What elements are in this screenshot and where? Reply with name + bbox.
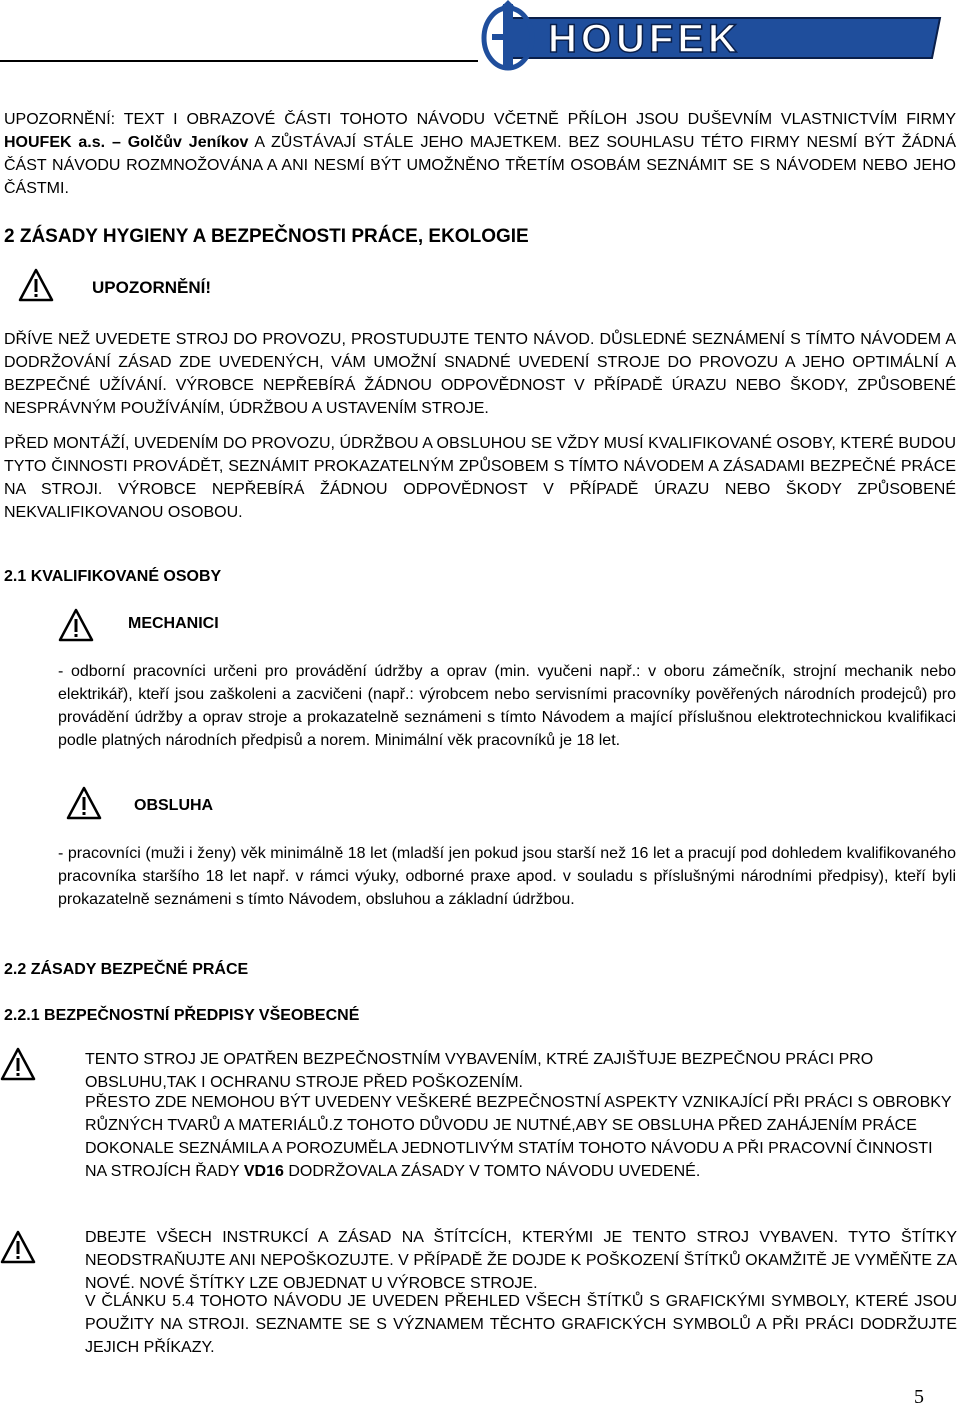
safety-block-1b-text-2: DODRŽOVALA ZÁSADY V TOMTO NÁVODU UVEDENÉ. (283, 1163, 701, 1180)
obsluha-text: - pracovníci (muži i ženy) věk minimálně 18 let (mladší jen pokud jsou starší než 16 let a pracují pod dohledem kvalifikovaného pracovníka staršího 18 let např. v rámci výuky, odborné praxe apod. v souladu s příslušnými národními předpisy), kteří byli prokazatelně seznámeni s tímto Návodem, obsluhou a základní údržbou. (58, 845, 956, 908)
safety-block-2b: V ČLÁNKU 5.4 TOHOTO NÁVODU JE UVEDEN PŘEHLED VŠECH ŠTÍTKŮ S GRAFICKÝMI SYMBOLY, KTERÉ JSOU POUŽITY NA STROJI. SEZNAMTE SE S VÝZNAMEM TĚCHTO GRAFICKÝCH SYMBOLŮ A PŘI PRÁCI DODRŽUJTE JEJICH PŘÍKAZY. (85, 1293, 957, 1356)
notice-text-1: TEXT I OBRAZOVÉ ČÁSTI TOHOTO NÁVODU VČETNĚ PŘÍLOH JSOU DUŠEVNÍM VLASTNICTVÍM FIRMY (115, 111, 956, 128)
warning-icon-block-1 (0, 1047, 36, 1081)
warning-icon-obsluha (66, 786, 102, 820)
copyright-notice (4, 108, 956, 200)
warning-title: UPOZORNĚNÍ! (92, 278, 211, 297)
logo-text: HOUFEK (548, 17, 741, 61)
notice-label: UPOZORNĚNÍ: (4, 111, 116, 128)
safety-block-1a: TENTO STROJ JE OPATŘEN BEZPEČNOSTNÍM VYBAVENÍM, KTRÉ ZAJIŠŤUJE BEZPEČNOU PRÁCI PRO OBSLUHU,TAK I OCHRANU STROJE PŘED POŠKOZENÍM. (85, 1051, 874, 1091)
safety-block-1b (85, 1091, 955, 1183)
notice-company: HOUFEK a.s. – Golčův Jeníkov (4, 134, 249, 151)
header-rule (0, 60, 478, 62)
mechanici-text: - odborní pracovníci určeni pro provádění údržby a oprav (min. vyučeni např.: v oboru zámečník, strojní mechanik nebo elektrikář), kteří jsou zaškoleni a zacvičeni (např.: výrobcem nebo servisními pracovníky pověřených národních prodejců) pro provádění údržby a oprav stroje a prokazatelně seznámeni s tímto Návodem a mající příslušnou elektrotechnickou kvalifikaci podle platných národních předpisů a norem. Minimální věk pracovníků je 18 let. (58, 663, 956, 749)
section-2-2-heading: 2.2 ZÁSADY BEZPEČNÉ PRÁCE (4, 961, 249, 978)
section-2-2-1-heading: 2.2.1 BEZPEČNOSTNÍ PŘEDPISY VŠEOBECNÉ (4, 1007, 360, 1024)
notice-text-2: A ZŮSTÁVAJÍ STÁLE JEHO MAJETKEM. BEZ SOUHLASU TÉTO FIRMY NESMÍ BÝT ŽÁDNÁ ČÁST NÁVODU ROZMNOŽOVÁNA A ANI NESMÍ BÝT UMOŽNĚNO TŘETÍM OSOBÁM SEZNÁMIT SE S NÁVODEM NEBO JEHO ČÁSTMI. (4, 134, 956, 197)
warning-icon-block-2 (0, 1230, 36, 1264)
safety-block-2a: DBEJTE VŠECH INSTRUKCÍ A ZÁSAD NA ŠTÍTCÍCH, KTERÝMI JE TENTO STROJ VYBAVEN. TYTO ŠTÍTKY NEODSTRAŇUJTE ANI NEPOŠKOZUJTE. V PŘÍPADĚ ŽE DOJDE K POŠKOZENÍ ŠTÍTKŮ OKAMŽITĚ JE VYMĚŇTE ZA NOVÉ. NOVÉ ŠTÍTKY LZE OBJEDNAT U VÝROBCE STROJE. (85, 1229, 957, 1292)
section-2-1-heading: 2.1 KVALIFIKOVANÉ OSOBY (4, 568, 222, 585)
warning-icon-mechanici (58, 608, 94, 642)
section-2-paragraph-2: PŘED MONTÁŽÍ, UVEDENÍM DO PROVOZU, ÚDRŽBOU A OBSLUHOU SE VŽDY MUSÍ KVALIFIKOVANÉ OSOBY, KTERÉ BUDOU TYTO ČINNOSTI PROVÁDĚT, SEZNÁMIT PROKAZATELNÝM ZPŮSOBEM S TÍMTO NÁVODEM A ZÁSADAMI BEZPEČNÉ PRÁCE NA STROJI. VÝROBCE NEPŘEBÍRÁ ŽÁDNOU ODPOVĚDNOST V PŘÍPADĚ ÚRAZU NEBO ŠKODY ZPŮSOBENÉ NEKVALIFIKOVANOU OSOBOU. (4, 435, 956, 521)
warning-icon (18, 268, 54, 302)
page-number: 5 (914, 1386, 924, 1408)
section-2-heading: 2 ZÁSADY HYGIENY A BEZPEČNOSTI PRÁCE, EKOLOGIE (4, 226, 529, 247)
mechanici-title: MECHANICI (128, 615, 219, 632)
machine-series: VD16 (243, 1163, 284, 1180)
obsluha-title: OBSLUHA (134, 797, 214, 814)
logo-tower-top (500, 0, 516, 8)
section-2-paragraph-1: DŘÍVE NEŽ UVEDETE STROJ DO PROVOZU, PROSTUDUJTE TENTO NÁVOD. DŮSLEDNÉ SEZNÁMENÍ S TÍMTO NÁVODEM A DODRŽOVÁNÍ ZÁSAD ZDE UVEDENÝCH, VÁM UMOŽNÍ SNADNÉ UVEDENÍ STROJE DO PROVOZU A JEHO OPTIMÁLNÍ A BEZPEČNÉ UŽÍVÁNÍ. VÝROBCE NEPŘEBÍRÁ ŽÁDNOU ODPOVĚDNOST V PŘÍPADĚ ÚRAZU NEBO ŠKODY, ZPŮSOBENÉ NESPRÁVNÝM POUŽÍVÁNÍM, ÚDRŽBOU A USTAVENÍM STROJE. (4, 331, 956, 417)
houfek-logo (470, 0, 950, 76)
safety-block-1b-text-1: PŘESTO ZDE NEMOHOU BÝT UVEDENY VEŠKERÉ BEZPEČNOSTNÍ ASPEKTY VZNIKAJÍCÍ PŘI PRÁCI S OBROBKY RŮZNÝCH TVARŮ A MATERIÁLŮ.Z TOHOTO DŮVODU JE NUTNÉ,ABY SE OBSLUHA PŘED ZAHÁJENÍM PRÁCE DOKONALE SEZNÁMILA A POROZUMĚLA JEDNOTLIVÝM STATÍM TOHOTO NÁVODU A PŘI PRACOVNÍ ČINNOSTI NA STROJÍCH ŘADY (85, 1094, 952, 1180)
